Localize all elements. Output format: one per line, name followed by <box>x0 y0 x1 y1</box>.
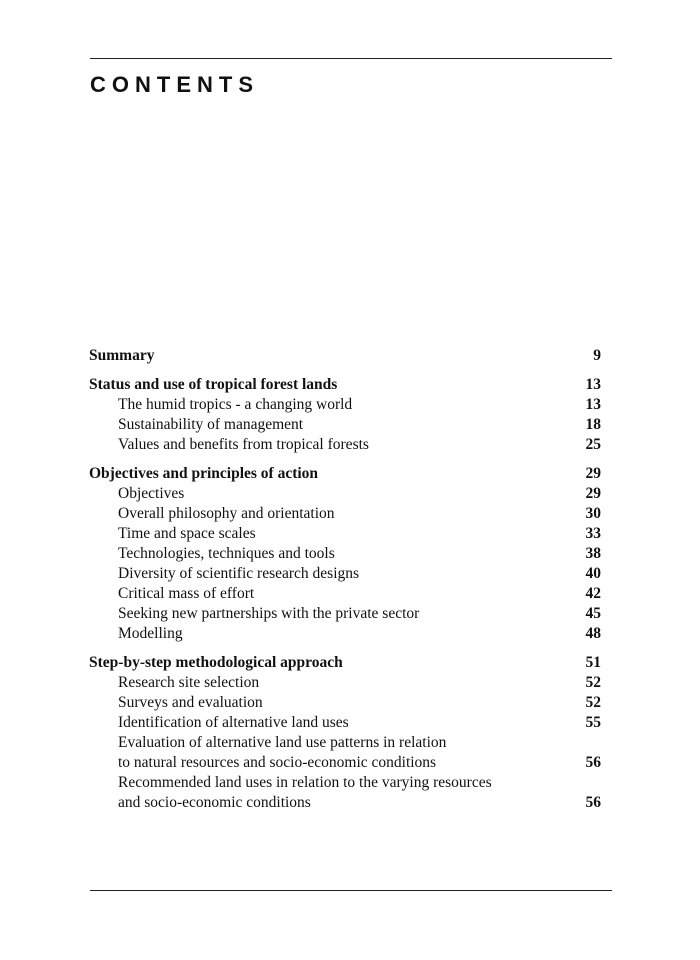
toc-entry-title: Sustainability of management <box>118 416 304 433</box>
toc-entry[interactable] <box>89 524 601 544</box>
toc-page-number: 42 <box>585 585 601 602</box>
toc-entry-title <box>118 773 492 813</box>
toc-page-number: 38 <box>585 545 601 562</box>
toc-heading-title: Step-by-step methodological approach <box>89 654 343 671</box>
toc-entry-title: The humid tropics - a changing world <box>118 396 353 413</box>
toc-entry-title: Surveys and evaluation <box>118 694 263 711</box>
toc-entry[interactable] <box>89 564 601 584</box>
toc-entry[interactable] <box>89 773 601 813</box>
toc-heading[interactable] <box>89 464 601 484</box>
toc-page-number: 18 <box>585 416 601 433</box>
toc-section-methodology <box>89 653 601 813</box>
toc-heading-title: Objectives and principles of action <box>89 465 319 482</box>
toc-entry-title: Modelling <box>118 625 183 642</box>
toc-page-number: 25 <box>585 436 601 453</box>
toc-heading[interactable] <box>89 653 601 673</box>
toc-entry[interactable] <box>89 693 601 713</box>
toc-entry-title: Time and space scales <box>118 525 256 542</box>
toc-page-number: 29 <box>585 465 601 482</box>
toc-page-number: 48 <box>585 625 601 642</box>
toc-page-number: 56 <box>585 754 601 771</box>
toc-page-number: 55 <box>585 714 601 731</box>
toc-entry-title: Values and benefits from tropical forests <box>118 436 369 453</box>
toc-section-status <box>89 375 601 455</box>
toc-page-number: 29 <box>585 485 601 502</box>
toc-entry-line: to natural resources and socio-economic conditions <box>118 754 437 771</box>
toc-entry-title: Diversity of scientific research designs <box>118 565 360 582</box>
page-title: CONTENTS <box>90 72 259 97</box>
toc-heading-title: Status and use of tropical forest lands <box>89 376 338 393</box>
toc-page-number: 13 <box>585 376 601 393</box>
toc-entry[interactable] <box>89 604 601 624</box>
toc-entry-line: Recommended land uses in relation to the varying resources <box>118 774 492 791</box>
toc-entry-line: Evaluation of alternative land use patterns in relation <box>118 734 447 751</box>
toc-page-number: 40 <box>585 565 601 582</box>
toc-section-summary <box>89 346 601 366</box>
toc-page-number: 52 <box>585 694 601 711</box>
table-of-contents <box>89 346 601 822</box>
toc-entry-title: Research site selection <box>118 674 260 691</box>
toc-heading[interactable] <box>89 375 601 395</box>
toc-entry[interactable] <box>89 484 601 504</box>
toc-entry-line: and socio-economic conditions <box>118 794 311 811</box>
toc-entry[interactable] <box>89 584 601 604</box>
toc-entry[interactable] <box>89 713 601 733</box>
toc-entry[interactable] <box>89 733 601 773</box>
top-rule <box>90 58 612 59</box>
toc-entry[interactable] <box>89 435 601 455</box>
toc-heading-title: Summary <box>89 347 155 364</box>
toc-page-number: 51 <box>585 654 601 671</box>
toc-entry-title: Objectives <box>118 485 185 502</box>
toc-page-number: 52 <box>585 674 601 691</box>
toc-section-objectives <box>89 464 601 644</box>
toc-page-number: 30 <box>585 505 601 522</box>
toc-page-number: 33 <box>585 525 601 542</box>
toc-entry-title <box>118 733 446 773</box>
toc-page-number: 45 <box>585 605 601 622</box>
toc-entry-title: Critical mass of effort <box>118 585 255 602</box>
toc-page-number: 56 <box>585 794 601 811</box>
bottom-rule <box>90 890 612 891</box>
toc-heading[interactable] <box>89 346 601 366</box>
toc-entry[interactable] <box>89 624 601 644</box>
toc-entry[interactable] <box>89 395 601 415</box>
toc-entry[interactable] <box>89 673 601 693</box>
toc-entry-title: Technologies, techniques and tools <box>118 545 335 562</box>
toc-entry[interactable] <box>89 544 601 564</box>
toc-page-number: 9 <box>593 347 601 364</box>
toc-entry-title: Overall philosophy and orientation <box>118 505 335 522</box>
toc-entry[interactable] <box>89 504 601 524</box>
toc-entry-title: Seeking new partnerships with the private sector <box>118 605 420 622</box>
toc-entry[interactable] <box>89 415 601 435</box>
toc-page-number: 13 <box>585 396 601 413</box>
toc-entry-title: Identification of alternative land uses <box>118 714 349 731</box>
